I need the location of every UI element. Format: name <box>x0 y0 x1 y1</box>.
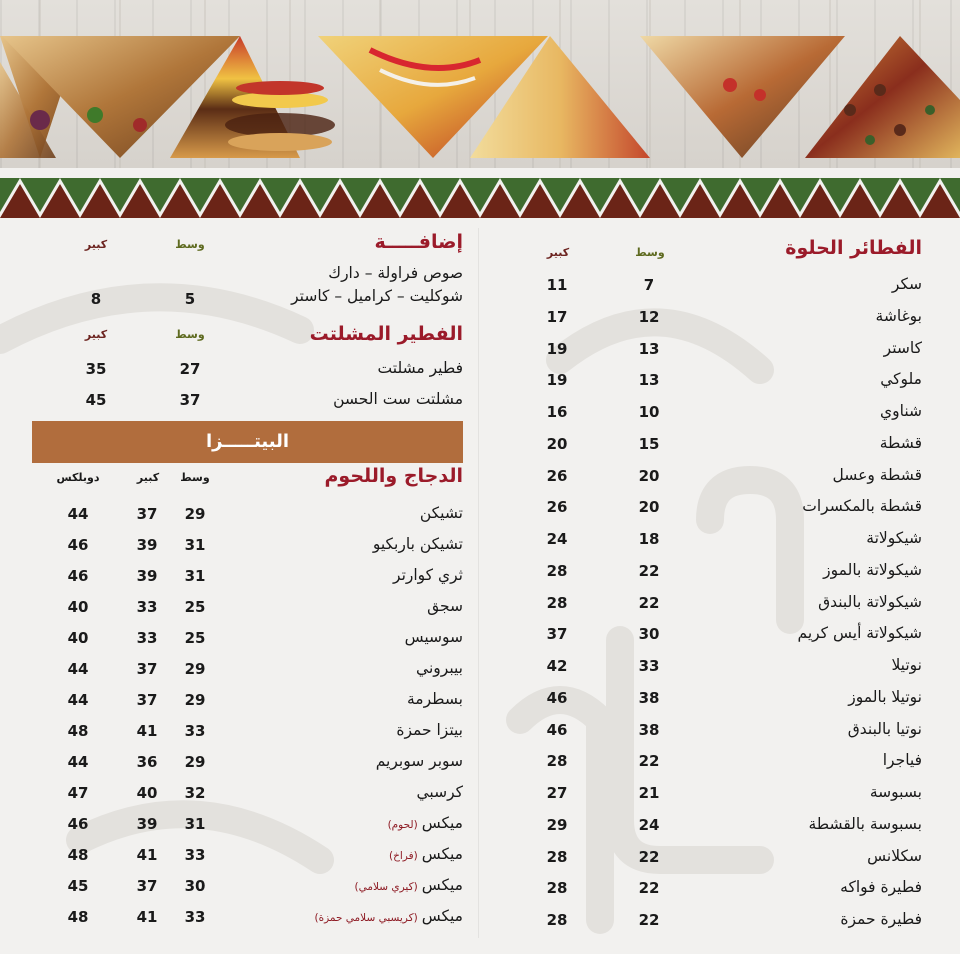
sweet-pie-row-price-large: 27 <box>546 784 568 802</box>
sweet-pie-row-name <box>840 878 922 896</box>
sweet-pie-row-name-text: قشطة <box>879 433 922 452</box>
sweet-pie-row-name <box>823 561 922 579</box>
pizza-row-price-medium: 32 <box>184 784 206 802</box>
pizza-row-name-text: بسطرمة <box>406 690 463 708</box>
sweet-pie-row-price-medium: 33 <box>638 657 660 675</box>
sweet-pie-row-price-medium: 22 <box>638 911 660 929</box>
sweet-pie-row-name <box>870 783 922 801</box>
triangle-pie-col-medium: وسط <box>175 328 205 341</box>
sweet-pie-row-price-medium: 13 <box>638 371 660 390</box>
sweet-pies-title: الفطائر الحلوة <box>785 237 922 259</box>
pizza-row-name <box>393 566 463 584</box>
pizza-row-price-medium: 29 <box>184 505 206 523</box>
sweet-pie-row-price-medium: 18 <box>638 530 660 548</box>
sweet-pie-row-name <box>880 434 922 452</box>
pizza-row-price-double: 46 <box>67 567 89 585</box>
sweet-pie-row-price-large: 16 <box>546 403 568 421</box>
pizza-row-name-text: ميكس <box>421 845 463 863</box>
pizza-row-name-text: ميكس <box>421 876 463 894</box>
sweet-pie-row-name <box>802 497 922 515</box>
sweet-pie-row-price-large: 26 <box>546 466 568 485</box>
pizza-row-name-text: تشيكن باربكيو <box>372 535 463 553</box>
sweet-pie-row-name-text: شيكولاتة بالموز <box>823 560 922 579</box>
pizza-row-price-double: 44 <box>67 660 89 678</box>
pizza-row-price-large: 41 <box>136 908 158 926</box>
sweet-pie-row-price-large: 42 <box>546 657 568 675</box>
pizza-row-price-double: 44 <box>67 505 89 523</box>
addition-col-medium: وسط <box>175 238 205 251</box>
pizza-row-name <box>427 597 463 615</box>
sweet-pie-row-name-text: نوتيا بالبندق <box>847 719 922 738</box>
sweet-pie-row-name <box>833 466 923 484</box>
sweet-pie-row-name <box>808 815 922 833</box>
sweet-pie-row-name-text: بسبوسة بالقشطة <box>808 814 922 833</box>
sweet-pie-row-name <box>880 370 922 388</box>
pizza-row-price-double: 48 <box>67 722 89 740</box>
sweet-pie-row-price-medium: 38 <box>638 720 660 739</box>
sweet-pie-row-price-medium: 24 <box>638 815 660 834</box>
sweet-pies-col-large: كبير <box>546 246 570 259</box>
sweet-pie-row-name-text: شناوي <box>879 402 922 420</box>
addition-title: إضافـــــة <box>374 231 463 253</box>
pizza-row-price-large: 41 <box>136 846 158 864</box>
pizza-row-price-double: 44 <box>67 691 89 709</box>
triangle-pie-row-name <box>333 390 463 408</box>
sweet-pie-row-name <box>884 339 922 357</box>
pizza-row-price-medium: 33 <box>184 722 206 740</box>
pizza-row-price-medium: 25 <box>184 598 206 616</box>
pizza-row-price-large: 39 <box>136 567 158 585</box>
pizza-row-name-text: ثري كوارتر <box>393 566 463 584</box>
sweet-pie-row-price-medium: 38 <box>638 688 660 707</box>
sweet-pie-row-price-large: 29 <box>546 815 568 834</box>
sweet-pie-row-price-medium: 20 <box>638 498 660 517</box>
sweet-pie-row-name <box>848 720 922 738</box>
sweet-pie-row-name-text: كاستر <box>883 338 922 357</box>
pizza-row-price-double: 48 <box>67 908 89 926</box>
pizza-col-large: كبير <box>136 471 160 484</box>
sweet-pie-row-price-large: 19 <box>546 371 568 390</box>
sweet-pie-row-price-medium: 22 <box>638 847 660 866</box>
triangle-pie-row-price-medium: 37 <box>179 391 201 409</box>
pizza-row-name <box>420 504 463 522</box>
sweet-pie-row-price-medium: 30 <box>638 625 660 644</box>
pizza-row-name <box>407 690 463 708</box>
pizza-row-name-text: بيبروني <box>416 659 463 677</box>
sweet-pie-row-price-large: 28 <box>546 847 568 866</box>
pizza-row-name <box>416 783 463 801</box>
sweet-pie-row-name <box>840 910 922 928</box>
pizza-row-price-double: 47 <box>67 784 89 802</box>
sweet-pie-row-name-text: شيكولاتة أيس كريم <box>797 624 922 643</box>
pizza-row-price-medium: 31 <box>184 567 206 585</box>
addition-price-large: 8 <box>90 290 102 308</box>
sweet-pie-row-price-medium: 12 <box>638 307 660 326</box>
sweet-pie-row-price-medium: 7 <box>643 276 655 294</box>
sweet-pie-row-name-text: نوتيلا <box>891 656 922 674</box>
sweet-pie-row-price-medium: 22 <box>638 561 660 580</box>
sweet-pie-row-price-large: 28 <box>546 911 568 929</box>
sweet-pie-row-name <box>883 751 922 769</box>
sweet-pie-row-price-medium: 21 <box>638 784 660 802</box>
sweet-pie-row-price-medium: 15 <box>638 434 660 453</box>
sweet-pie-row-price-large: 28 <box>546 561 568 580</box>
pizza-row-price-medium: 29 <box>184 660 206 678</box>
sweet-pie-row-price-medium: 22 <box>638 879 660 898</box>
pizza-row-price-medium: 29 <box>184 753 206 771</box>
pizza-row-tag: (لحوم) <box>387 819 418 831</box>
triangle-pie-row-price-large: 35 <box>85 360 107 378</box>
pizza-row-price-large: 37 <box>136 877 158 895</box>
sweet-pie-row-name <box>798 624 923 642</box>
pizza-row-price-double: 46 <box>67 815 89 833</box>
sweet-pie-row-name-text: ملوكي <box>880 370 922 389</box>
pizza-row-price-double: 44 <box>67 753 89 771</box>
sweet-pie-row-price-large: 28 <box>546 879 568 898</box>
pizza-row-price-medium: 31 <box>184 536 206 554</box>
sweet-pie-row-name-text: فطيرة فواكه <box>840 878 922 897</box>
sweet-pie-row-price-large: 19 <box>546 339 568 358</box>
column-divider <box>478 228 479 938</box>
pizza-row-tag: (فراخ) <box>388 850 418 862</box>
food-photos <box>0 0 960 168</box>
sweet-pie-row-price-large: 26 <box>546 498 568 517</box>
pizza-row-price-double: 40 <box>67 598 89 616</box>
sweet-pie-row-price-large: 11 <box>546 276 568 294</box>
pizza-row-price-large: 37 <box>136 691 158 709</box>
pizza-row-name-text: سوبر سوبريم <box>375 752 463 770</box>
triangle-pie-title: الفطير المشلتت <box>309 323 463 345</box>
pizza-row-name <box>388 814 463 832</box>
pizza-row-name-text: ميكس <box>421 907 463 925</box>
pizza-row-price-double: 46 <box>67 536 89 554</box>
pizza-row-price-large: 37 <box>136 660 158 678</box>
pizza-row-price-large: 40 <box>136 784 158 802</box>
pizza-header-bar: البيتـــــزا <box>32 421 463 463</box>
pizza-row-name <box>416 659 463 677</box>
sweet-pie-row-name <box>892 275 922 293</box>
pizza-row-price-double: 48 <box>67 846 89 864</box>
sweet-pie-row-name-text: بسبوسة <box>869 783 922 801</box>
sweet-pie-row-name-text: شيكولاتة بالبندق <box>818 592 922 611</box>
pizza-col-double: دوبلكس <box>56 471 100 484</box>
triangle-pie-row-price-large: 45 <box>85 391 107 409</box>
sweet-pie-row-name <box>867 847 922 865</box>
sweet-pie-row-name <box>876 307 922 325</box>
addition-line-1: صوص فراولة – دارك <box>328 264 463 282</box>
sweet-pie-row-name-text: قشطة وعسل <box>832 465 922 484</box>
pizza-row-name-text: كرسبي <box>416 783 463 801</box>
pizza-row-name <box>396 721 463 739</box>
pizza-section-title: الدجاج واللحوم <box>324 465 463 487</box>
addition-price-medium: 5 <box>184 290 196 308</box>
pizza-row-price-large: 39 <box>136 536 158 554</box>
sweet-pie-row-price-large: 17 <box>546 307 568 326</box>
pizza-row-price-large: 33 <box>136 629 158 647</box>
triangle-pie-row-name <box>378 359 463 377</box>
sweet-pie-row-price-large: 20 <box>546 434 568 453</box>
pizza-row-name-text: تشيكن <box>419 504 463 522</box>
pizza-row-price-medium: 33 <box>184 846 206 864</box>
sweet-pie-row-price-large: 28 <box>546 752 568 771</box>
triangle-pie-row-name-text: فطير مشلتت <box>377 359 463 377</box>
sweet-pie-row-price-large: 24 <box>546 530 568 548</box>
sweet-pie-row-price-large: 46 <box>546 688 568 707</box>
sweet-pie-row-price-large: 37 <box>546 625 568 644</box>
pizza-row-name <box>315 907 463 925</box>
pizza-row-price-large: 37 <box>136 505 158 523</box>
pizza-row-name <box>376 752 463 770</box>
sweet-pie-row-name <box>891 656 922 674</box>
triangle-pie-col-large: كبير <box>84 328 108 341</box>
pizza-row-tag: (كريسبي سلامي حمزة) <box>314 912 418 924</box>
sweet-pie-row-name-text: فياجرا <box>882 751 922 770</box>
sweet-pie-row-name <box>848 688 922 706</box>
sweet-pie-row-price-medium: 20 <box>638 466 660 485</box>
sweet-pie-row-name-text: قشطة بالمكسرات <box>802 497 922 516</box>
pizza-row-price-large: 41 <box>136 722 158 740</box>
pizza-row-price-medium: 30 <box>184 877 206 895</box>
pizza-row-price-medium: 25 <box>184 629 206 647</box>
sweet-pie-row-name <box>880 402 922 420</box>
sweet-pie-row-name-text: شيكولاتة <box>866 529 922 547</box>
sweet-pie-row-name <box>866 529 922 547</box>
sweet-pie-row-name-text: سكلانس <box>867 846 922 865</box>
pizza-row-tag: (كيري سلامي) <box>354 881 418 893</box>
sweet-pie-row-price-medium: 10 <box>638 403 660 421</box>
pizza-row-price-large: 33 <box>136 598 158 616</box>
sweet-pie-row-price-medium: 22 <box>638 752 660 771</box>
pizza-row-price-large: 39 <box>136 815 158 833</box>
pizza-row-name <box>373 535 463 553</box>
pizza-row-name-text: سوسيس <box>404 628 463 646</box>
pizza-row-name <box>355 876 463 894</box>
triangle-border <box>0 178 960 218</box>
addition-line-2: شوكليت – كراميل – كاستر <box>291 287 463 305</box>
sweet-pie-row-name-text: نوتيلا بالموز <box>848 687 922 706</box>
pizza-row-price-medium: 33 <box>184 908 206 926</box>
pizza-row-name <box>405 628 463 646</box>
sweet-pies-col-medium: وسط <box>635 246 665 259</box>
sweet-pie-row-price-medium: 13 <box>638 339 660 358</box>
pizza-row-price-double: 45 <box>67 877 89 895</box>
sweet-pie-row-name <box>818 593 922 611</box>
sweet-pie-row-price-large: 46 <box>546 720 568 739</box>
triangle-pie-row-name-text: مشلتت ست الحسن <box>333 390 463 408</box>
sweet-pie-row-name-text: فطيرة حمزة <box>840 910 922 928</box>
pizza-row-name <box>389 845 463 863</box>
pizza-row-name-text: ميكس <box>421 814 463 832</box>
background-watermark <box>0 220 960 954</box>
pizza-row-price-double: 40 <box>67 629 89 647</box>
pizza-row-price-large: 36 <box>136 753 158 771</box>
triangle-pie-row-price-medium: 27 <box>179 360 201 378</box>
pizza-row-name-text: بيتزا حمزة <box>396 721 463 739</box>
pizza-row-price-medium: 31 <box>184 815 206 833</box>
pizza-row-name-text: سجق <box>427 597 463 615</box>
sweet-pie-row-name-text: بوغاشة <box>875 306 922 325</box>
sweet-pie-row-price-large: 28 <box>546 593 568 612</box>
pizza-col-medium: وسط <box>180 471 210 484</box>
header-photo-strip <box>0 0 960 168</box>
pizza-row-price-medium: 29 <box>184 691 206 709</box>
sweet-pie-row-price-medium: 22 <box>638 593 660 612</box>
addition-col-large: كبير <box>84 238 108 251</box>
sweet-pie-row-name-text: سكر <box>891 275 922 293</box>
